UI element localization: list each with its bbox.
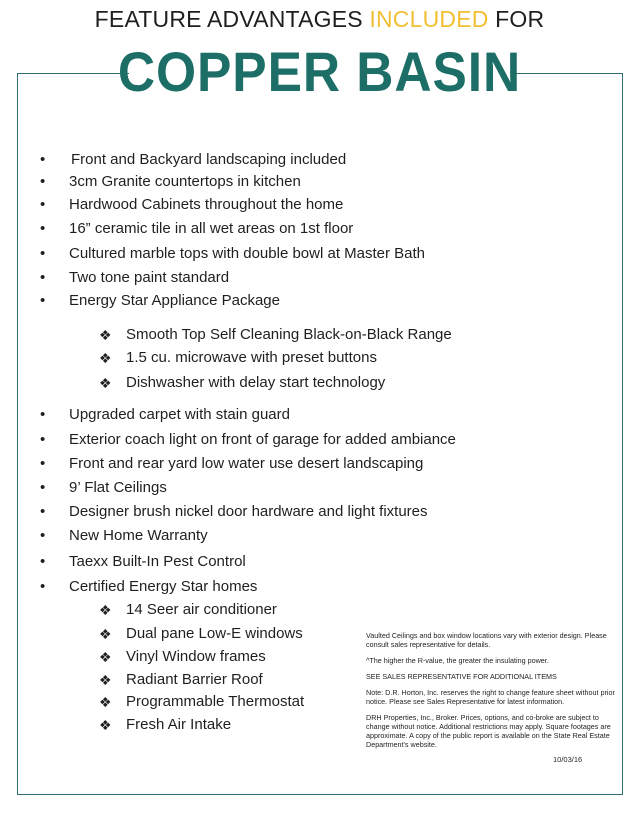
- diamond-bullet-icon: ❖: [99, 602, 112, 618]
- feature-subitem: Vinyl Window frames: [126, 648, 266, 665]
- bullet-icon: •: [40, 292, 46, 309]
- heading-highlight: INCLUDED: [369, 6, 489, 32]
- document-date: 10/03/16: [553, 755, 583, 764]
- feature-item: New Home Warranty: [69, 527, 208, 544]
- feature-subitem: 1.5 cu. microwave with preset buttons: [126, 349, 377, 366]
- page-title: COPPER BASIN: [117, 40, 522, 103]
- bullet-icon: •: [40, 527, 46, 544]
- feature-subitem: Dishwasher with delay start technology: [126, 374, 386, 391]
- feature-subitem: Fresh Air Intake: [126, 716, 232, 733]
- diamond-bullet-icon: ❖: [99, 375, 112, 391]
- heading-part2: FOR: [488, 6, 545, 32]
- feature-item: Taexx Built-In Pest Control: [69, 553, 246, 570]
- bullet-icon: •: [40, 196, 46, 213]
- feature-item: Energy Star Appliance Package: [69, 292, 280, 309]
- bullet-icon: •: [40, 173, 46, 190]
- diamond-bullet-icon: ❖: [99, 626, 112, 642]
- feature-item: Hardwood Cabinets throughout the home: [69, 196, 344, 213]
- feature-item: Cultured marble tops with double bowl at Master Bath: [69, 245, 426, 262]
- bullet-icon: •: [40, 269, 46, 286]
- diamond-bullet-icon: ❖: [99, 717, 112, 733]
- bullet-icon: •: [40, 503, 46, 520]
- bullet-icon: •: [40, 406, 46, 423]
- bullet-icon: •: [40, 151, 46, 168]
- diamond-bullet-icon: ❖: [99, 694, 112, 710]
- note-broker: DRH Properties, Inc., Broker. Prices, options, and co-broke are subject to change without notice. Additional restrictions may apply. Square footages are approximate. A copy of the public report is available on the State Real Estate Department's website.: [366, 713, 611, 749]
- bullet-icon: •: [40, 578, 46, 595]
- feature-subitem: Smooth Top Self Cleaning Black-on-Black Range: [126, 326, 452, 343]
- feature-item: Two tone paint standard: [69, 269, 230, 286]
- feature-item: 3cm Granite countertops in kitchen: [69, 173, 301, 190]
- bullet-icon: •: [40, 479, 46, 496]
- disclaimer-notes: [366, 631, 618, 756]
- bullet-icon: •: [40, 220, 46, 237]
- feature-item: Front and Backyard landscaping included: [71, 151, 347, 168]
- diamond-bullet-icon: ❖: [99, 649, 112, 665]
- feature-item: 9’ Flat Ceilings: [69, 479, 167, 496]
- note-see-sales: SEE SALES REPRESENTATIVE FOR ADDITIONAL ITEMS: [366, 672, 557, 681]
- diamond-bullet-icon: ❖: [99, 350, 112, 366]
- note-rvalue: ^The higher the R-value, the greater the insulating power.: [366, 656, 549, 665]
- diamond-bullet-icon: ❖: [99, 672, 112, 688]
- feature-item: Certified Energy Star homes: [69, 578, 258, 595]
- diamond-bullet-icon: ❖: [99, 327, 112, 343]
- note-drhorton: Note: D.R. Horton, Inc. reserves the right to change feature sheet without prior notice. Please see Sales Representative for latest information.: [366, 688, 615, 706]
- bullet-icon: •: [40, 245, 46, 262]
- heading-line: [0, 6, 639, 33]
- feature-item: Exterior coach light on front of garage for added ambiance: [69, 431, 456, 448]
- feature-item: Designer brush nickel door hardware and light fixtures: [69, 503, 428, 520]
- bullet-icon: •: [40, 455, 46, 472]
- heading-part1: FEATURE ADVANTAGES: [94, 6, 370, 32]
- feature-subitem: 14 Seer air conditioner: [126, 601, 277, 618]
- bullet-icon: •: [40, 553, 46, 570]
- feature-item: 16” ceramic tile in all wet areas on 1st floor: [69, 220, 354, 237]
- feature-item: Front and rear yard low water use desert landscaping: [69, 455, 424, 472]
- feature-subitem: Radiant Barrier Roof: [126, 671, 263, 688]
- feature-subitem: Programmable Thermostat: [126, 693, 305, 710]
- feature-subitem: Dual pane Low-E windows: [126, 625, 303, 642]
- feature-item: Upgraded carpet with stain guard: [69, 406, 290, 423]
- bullet-icon: •: [40, 431, 46, 448]
- note-vaulted: Vaulted Ceilings and box window locations vary with exterior design. Please consult sales representative for details.: [366, 631, 607, 649]
